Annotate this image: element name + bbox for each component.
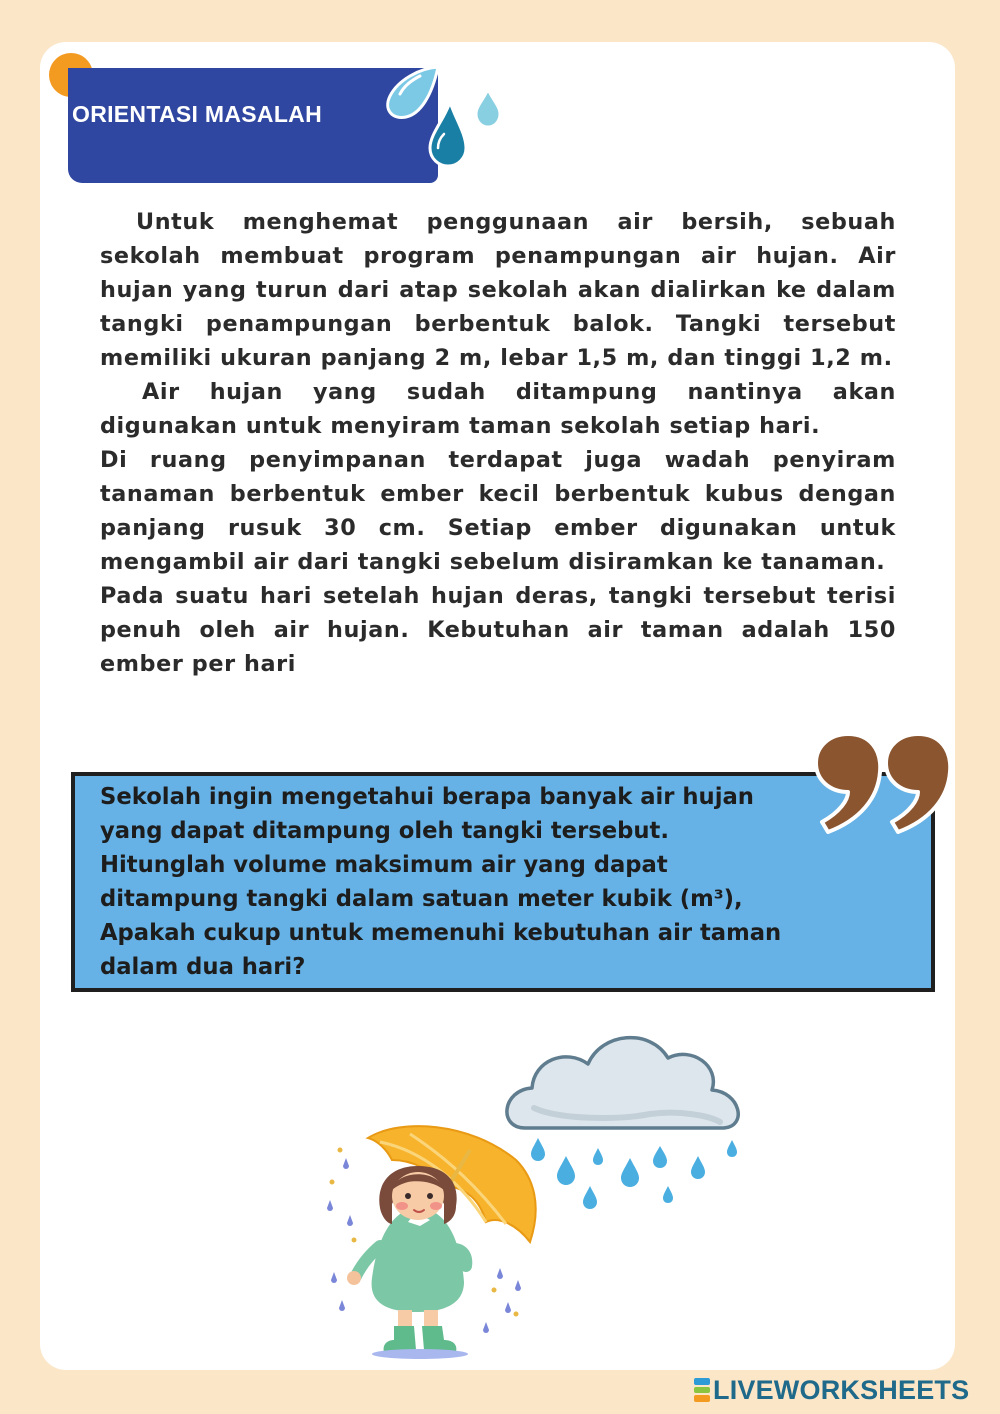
question-line: Hitunglah volume maksimum air yang dapat — [100, 852, 668, 878]
brand-name: LIVEWORKSHEETS — [713, 1374, 970, 1405]
question-line: dalam dua hari? — [100, 954, 306, 980]
problem-text — [100, 205, 896, 681]
girl-illustration — [347, 1166, 468, 1359]
rain-scene-illustration — [320, 1010, 780, 1370]
paragraph-garden: Air hujan yang sudah ditampung nantinya akan digunakan untuk menyiram taman sekolah setiap hari. — [100, 379, 896, 439]
water-drops-icon — [380, 62, 510, 177]
question-line: ditampung tangki dalam satuan meter kubik (m³), — [100, 886, 743, 912]
question-line: yang dapat ditampung oleh tangki tersebut. — [100, 818, 670, 844]
rain-cloud-icon — [507, 1038, 738, 1128]
quote-mark-icon — [808, 728, 958, 838]
paragraph-tank: Untuk menghemat penggunaan air bersih, sebuah sekolah membuat program penampungan air hujan. Air hujan yang turun dari atap sekolah akan dialirkan ke dalam tangki penampungan berbentuk balok. Tangki tersebut memiliki ukuran panjang 2 m, lebar 1,5 m, dan tinggi 1,2 m. — [100, 209, 896, 371]
page-title: ORIENTASI MASALAH — [72, 101, 323, 127]
liveworksheets-logo — [694, 1376, 969, 1404]
liveworksheets-logo-icon — [694, 1377, 710, 1403]
question-text — [100, 780, 860, 984]
question-line: Apakah cukup untuk memenuhi kebutuhan air taman — [100, 920, 782, 946]
question-line: Sekolah ingin mengetahui berapa banyak air hujan — [100, 784, 754, 810]
paragraph-bucket: Di ruang penyimpanan terdapat juga wadah penyiram tanaman berbentuk ember kecil berbentuk kubus dengan panjang rusuk 30 cm. Setiap ember digunakan untuk mengambil air dari tangki sebelum disiramkan ke tanaman. — [100, 447, 896, 575]
paragraph-rain-day: Pada suatu hari setelah hujan deras, tangki tersebut terisi penuh oleh air hujan. Kebutuhan air taman adalah 150 ember per hari — [100, 583, 896, 677]
